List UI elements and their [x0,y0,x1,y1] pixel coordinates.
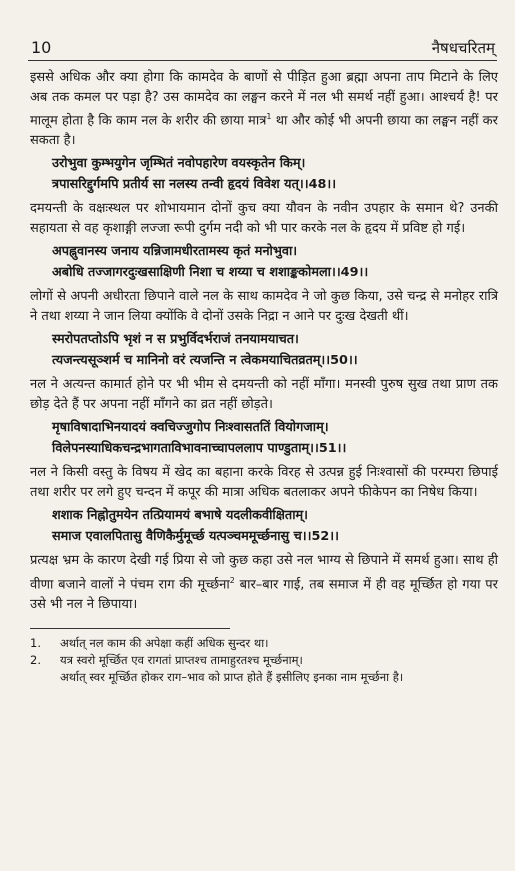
footnote-marker: 2 [229,575,235,585]
header-rule [28,60,497,61]
running-title: नैषधचरितम् [431,39,495,57]
prose-text: इससे अधिक और क्या होगा कि कामदेव के बाणों से पीड़ित हुआ ब्रह्मा अपना ताप मिटाने के लिए अब तक कमल पर पड़ा है? उस कामदेव का लङ्घन करने में नल भी समर्थ नहीं हुआ। आश्चर्य है! पर मालूम होता है कि काम नल के शरीर की छाया मात्र [30,70,498,129]
verse-line: अपह्नुवानस्य जनाय यन्निजामधीरतामस्य कृतं मनोभुवा। [52,244,298,260]
prose-paragraph [30,68,498,150]
footnote-rule [30,628,230,629]
verse-line: त्रपासरिद्दुर्गमपि प्रतीर्य सा नलस्य तन्वी हृदयं विवेश यत्।।48।। [52,176,337,192]
prose-text: प्रत्यक्ष भ्रम के कारण देखी गई प्रिया से जो कुछ कहा उसे नल भाग्य से छिपाने में समर्थ हुआ। साथ ही वीणा बजाने वालों ने पंचम राग की मूर्च्छना [30,553,498,593]
verse-line: स्मरोपतप्तोऽपि भृशं न स प्रभुर्विदर्भराजं तनयामयाचत। [52,332,299,348]
sanskrit-verse [52,242,498,283]
verse-line: समाज एवालपितासु वैणिकैर्मुमूर्च्छ यत्पञ्चममूर्च्छनासु च।।52।। [52,528,339,544]
sanskrit-verse [52,506,498,547]
page-header [31,38,495,58]
footnote-marker: 1 [266,112,272,121]
prose-text: लोगों से अपनी अधीरता छिपाने वाले नल के साथ कामदेव ने जो कुछ किया, उसे चन्द्र से मनोहर रात्रि ने तथा शय्या ने जान लिया क्योंकि वे दोनों उसके निद्रा न आने पर दुःख देखती थीं। [30,289,498,324]
footnote-text: यत्र स्वरो मूर्च्छित एव रागतां प्राप्तश्च तामाहुरतश्च मूर्च्छनाम्। [60,653,303,668]
footnote-2 [30,652,498,669]
prose-text: था और कोई भी अपनी छाया का लङ्घन नहीं कर सकता है। [30,113,498,148]
footnote-2-continuation: अर्थात् स्वर मूर्च्छित होकर राग–भाव को प्राप्त होते हैं इसीलिए इनका नाम मूर्च्छना है। [60,670,404,685]
prose-text: बार–बार गाई, तब समाज में ही वह मूर्च्छित हो गया पर उसे भी नल ने छिपाया। [30,577,498,612]
text-blocks [30,68,498,614]
footnote-number: 1. [30,636,41,651]
sanskrit-verse [52,418,498,459]
prose-paragraph [30,463,498,502]
prose-text: दमयन्ती के वक्षःस्थल पर शोभायमान दोनों कुच क्या यौवन के नवीन उपहार के समान थे? उनकी सहायता से वह कृशाङ्गी लज्जा रूपी दुर्गम नदी को भी पार करके नल के हृदय में प्रविष्ट हो गई। [30,201,498,236]
verse-line: त्यजन्त्यसूञ्शर्म च मानिनो वरं त्यजन्ति न त्वेकमयाचितव्रतम्।।50।। [52,352,358,368]
sanskrit-verse [52,154,498,195]
verse-line: विलेपनस्याधिकचन्द्रभागताविभावनाच्चापललाप पाण्डुताम्।।51।। [52,440,347,456]
footnote-1 [30,635,498,652]
prose-text: नल ने अत्यन्त कामार्त होने पर भी भीम से दमयन्ती को नहीं माँगा। मनस्वी पुरुष सुख तथा प्राण तक छोड़ देते हैं पर अपना नहीं माँगने का व्रत नहीं छोड़ते। [30,377,498,412]
prose-paragraph [30,287,498,326]
prose-paragraph [30,199,498,238]
sanskrit-verse [52,330,498,371]
footnote-text: अर्थात् नल काम की अपेक्षा कहीं अधिक सुन्दर था। [60,636,269,651]
footnote-number: 2. [30,653,41,668]
verse-line: अबोधि तज्जागरदुःखसाक्षिणी निशा च शय्या च शशाङ्ककोमला।।49।। [52,264,369,280]
footnotes [30,635,498,686]
verse-line: उरोभुवा कुम्भयुगेन जृम्भितं नवोपहारेण वयस्कृतेन किम्। [52,156,306,172]
prose-paragraph [30,551,498,614]
page-content [30,68,498,686]
prose-text: नल ने किसी वस्तु के विषय में खेद का बहाना करके विरह से उत्पन्न हुई निःश्वासों की परम्परा छिपाई तथा शरीर पर लगे हुए चन्दन में कपूर की मात्रा अधिक बतलाकर अपने फीकेपन का निषेध किया। [30,465,498,500]
verse-line: शशाक निह्नोतुमयेन तत्प्रियामयं बभाषे यदलीकवीक्षिताम्। [52,508,309,524]
verse-line: मृषाविषादाभिनयादयं क्वचिज्जुगोप निःश्वासततिं वियोगजाम्। [52,420,329,436]
page-number: 10 [31,38,52,57]
prose-paragraph [30,375,498,414]
